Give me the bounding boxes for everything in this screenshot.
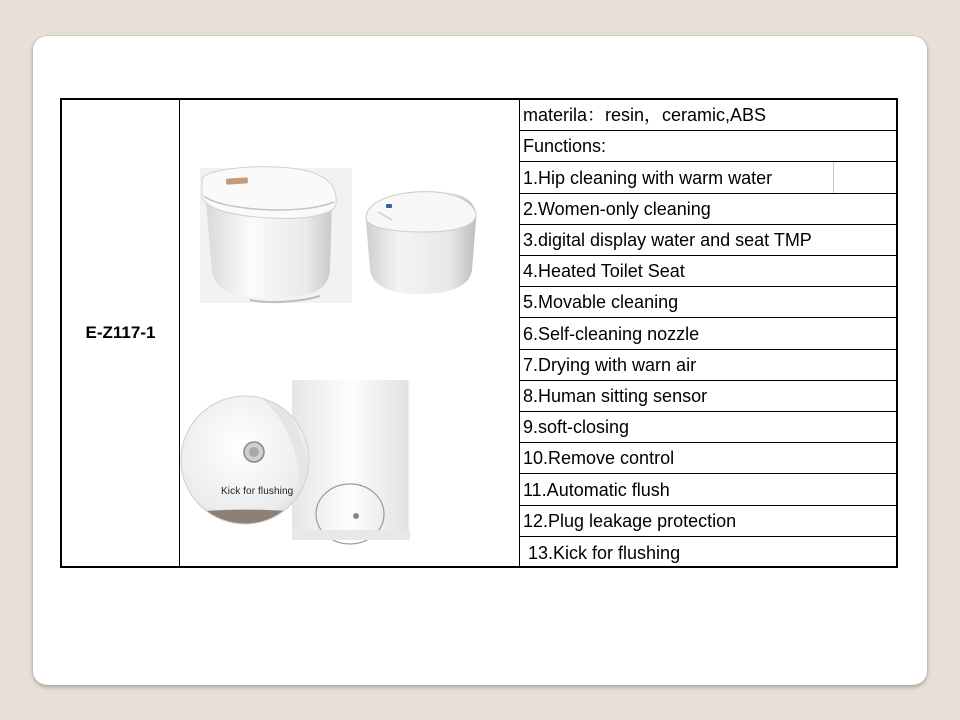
spec-row-function-9: 9.soft-closing [520, 412, 896, 443]
spec-row-functions-heading: Functions: [520, 131, 896, 162]
spec-row-function-11: 11.Automatic flush [520, 474, 896, 506]
product-image-cell [180, 100, 520, 566]
spec-row-material: materila：resin，ceramic,ABS [520, 100, 896, 131]
cell-divider [833, 162, 834, 193]
spec-row-function-6: 6.Self-cleaning nozzle [520, 318, 896, 350]
spec-row-function-3: 3.digital display water and seat TMP [520, 225, 896, 256]
toilet-photo-angled [360, 185, 476, 300]
spec-row-function-7: 7.Drying with warn air [520, 350, 896, 381]
spec-list [520, 100, 896, 566]
kick-for-flushing-caption: Kick for flushing [221, 486, 294, 497]
spec-row-function-2: 2.Women-only cleaning [520, 194, 896, 225]
spec-row-function-4: 4.Heated Toilet Seat [520, 256, 896, 287]
spec-row-function-5: 5.Movable cleaning [520, 287, 896, 318]
spec-row-function-8: 8.Human sitting sensor [520, 381, 896, 412]
product-spec-table [60, 98, 898, 568]
spec-row-function-1: 1.Hip cleaning with warm water [520, 162, 896, 194]
product-photos [180, 100, 518, 568]
toilet-photo-front [200, 167, 352, 303]
spec-row-function-12: 12.Plug leakage protection [520, 506, 896, 537]
kick-flush-detail-photo [180, 380, 410, 544]
spec-row-function-10: 10.Remove control [520, 443, 896, 474]
spec-row-function-13: 13.Kick for flushing [528, 542, 681, 563]
model-number: E-Z117-1 [62, 100, 180, 566]
